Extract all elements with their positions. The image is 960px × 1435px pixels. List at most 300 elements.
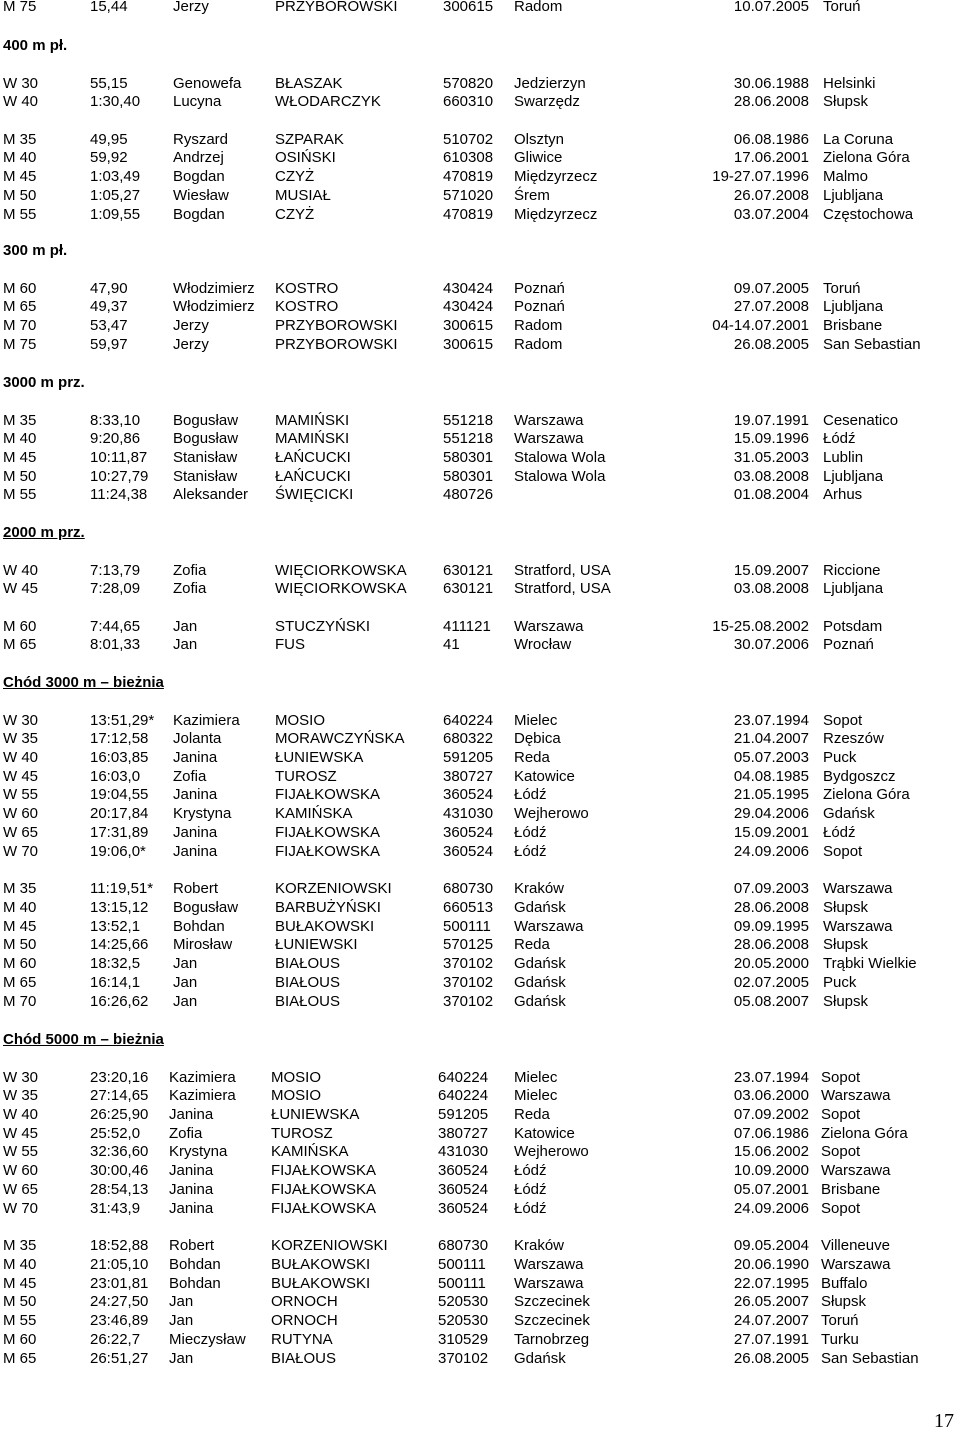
- result-cell: 15,44: [90, 0, 128, 15]
- last-name-cell: PRZYBOROWSKI: [275, 335, 398, 353]
- birth-date-cell: 660513: [443, 898, 494, 916]
- result-cell: 24:27,50: [90, 1293, 149, 1311]
- birth-date-cell: 680322: [443, 730, 494, 748]
- result-cell: 11:24,38: [90, 486, 148, 504]
- city-cell: Olsztyn: [514, 130, 565, 148]
- table-row: [0, 411, 960, 430]
- meet-date-cell: 23.07.1994: [733, 1068, 809, 1086]
- city-cell: Gdańsk: [514, 898, 566, 916]
- meet-date-cell: 22.07.1995: [733, 1274, 809, 1292]
- last-name-cell: ŁUNIEWSKA: [275, 749, 364, 766]
- birth-date-cell: 370102: [443, 955, 494, 973]
- category-cell: W 65: [3, 823, 39, 841]
- table-row: [0, 711, 960, 730]
- category-cell: M 45: [3, 168, 37, 186]
- city-cell: Katowice: [514, 1124, 575, 1142]
- birth-date-cell: 41: [443, 636, 460, 654]
- last-name-cell: OSIŃSKI: [275, 149, 336, 167]
- table-row: [0, 1236, 960, 1255]
- city-cell: Międzyrzecz: [514, 168, 598, 186]
- meet-venue-cell: Częstochowa: [823, 205, 914, 223]
- first-name-cell: Włodzimierz: [173, 279, 255, 297]
- result-cell: 18:32,5: [90, 955, 141, 973]
- city-cell: Gdańsk: [514, 992, 566, 1010]
- city-cell: Mielec: [514, 1087, 558, 1105]
- city-cell: Jedzierzyn: [514, 74, 586, 92]
- city-cell: Łódź: [514, 786, 547, 804]
- first-name-cell: Wiesław: [173, 186, 229, 204]
- result-cell: 49,37: [90, 298, 128, 316]
- result-cell: 8:01,33: [90, 636, 141, 654]
- first-name-cell: Jerzy: [173, 0, 209, 15]
- category-cell: W 45: [3, 580, 39, 598]
- result-cell: 16:03,85: [90, 749, 149, 766]
- table-row: [0, 429, 960, 448]
- meet-venue-cell: La Coruna: [823, 130, 894, 148]
- table-row: [0, 561, 960, 580]
- meet-date-cell: 02.07.2005: [733, 973, 809, 991]
- result-cell: 1:09,55: [90, 205, 141, 223]
- meet-venue-cell: Toruń: [823, 0, 861, 15]
- result-cell: 19:06,0*: [90, 842, 146, 860]
- first-name-cell: Kazimiera: [173, 711, 240, 729]
- last-name-cell: CZYŻ: [275, 168, 315, 186]
- city-cell: Szczecinek: [514, 1312, 590, 1330]
- birth-date-cell: 300615: [443, 335, 494, 353]
- city-cell: Mielec: [514, 711, 558, 729]
- table-row: [0, 279, 960, 298]
- meet-date-cell: 06.08.1986: [733, 130, 809, 148]
- city-cell: Łódź: [514, 1199, 547, 1217]
- meet-date-cell: 10.09.2000: [733, 1162, 809, 1180]
- first-name-cell: Jan: [173, 973, 198, 991]
- table-row: [0, 130, 960, 149]
- table-row: [0, 1142, 960, 1161]
- meet-venue-cell: Sopot: [821, 1068, 861, 1086]
- city-cell: Łódź: [514, 823, 547, 841]
- meet-venue-cell: Łódź: [823, 823, 856, 841]
- city-cell: Warszawa: [514, 1255, 584, 1273]
- meet-date-cell: 24.09.2006: [733, 842, 809, 860]
- last-name-cell: FIJAŁKOWSKA: [275, 842, 381, 860]
- meet-date-cell: 28.06.2008: [733, 93, 809, 111]
- birth-date-cell: 640224: [443, 711, 494, 729]
- table-row: [0, 297, 960, 316]
- category-cell: W 40: [3, 561, 39, 579]
- meet-venue-cell: Sopot: [823, 842, 863, 860]
- table-row: [0, 1292, 960, 1311]
- city-cell: Łódź: [514, 1162, 547, 1180]
- first-name-cell: Zofia: [173, 767, 207, 785]
- category-cell: W 65: [3, 1180, 39, 1198]
- first-name-cell: Krystyna: [169, 1143, 228, 1161]
- category-cell: W 55: [3, 1143, 39, 1161]
- result-cell: 17:12,58: [90, 730, 149, 748]
- result-cell: 30:00,46: [90, 1162, 149, 1180]
- meet-venue-cell: Trąbki Wielkie: [823, 955, 917, 973]
- category-cell: M 40: [3, 898, 37, 916]
- birth-date-cell: 520530: [438, 1312, 489, 1330]
- table-row: [0, 785, 960, 804]
- last-name-cell: MOSIO: [275, 711, 326, 729]
- category-cell: M 35: [3, 411, 37, 429]
- meet-venue-cell: Ljubljana: [823, 467, 884, 485]
- table-row: [0, 167, 960, 186]
- last-name-cell: PRZYBOROWSKI: [275, 0, 398, 15]
- category-cell: M 75: [3, 0, 37, 15]
- first-name-cell: Jan: [173, 617, 198, 635]
- city-cell: Stratford, USA: [514, 580, 611, 598]
- meet-venue-cell: Łódź: [823, 430, 856, 448]
- category-cell: M 55: [3, 205, 37, 223]
- meet-date-cell: 27.07.2008: [733, 298, 809, 316]
- birth-date-cell: 520530: [438, 1293, 489, 1311]
- result-cell: 14:25,66: [90, 936, 149, 954]
- table-row: [0, 767, 960, 786]
- first-name-cell: Bogdan: [173, 168, 225, 186]
- meet-venue-cell: Słupsk: [821, 1293, 867, 1311]
- first-name-cell: Krystyna: [173, 805, 232, 823]
- birth-date-cell: 360524: [438, 1180, 489, 1198]
- meet-venue-cell: Puck: [823, 973, 857, 991]
- meet-date-cell: 04-14.07.2001: [712, 317, 809, 334]
- meet-venue-cell: Malmo: [823, 168, 869, 186]
- last-name-cell: MUSIAŁ: [275, 186, 331, 204]
- city-cell: Reda: [514, 1106, 550, 1123]
- result-cell: 49,95: [90, 130, 128, 148]
- result-cell: 21:05,10: [90, 1255, 149, 1273]
- birth-date-cell: 431030: [438, 1143, 489, 1161]
- category-cell: M 55: [3, 486, 37, 504]
- category-cell: W 35: [3, 1087, 39, 1105]
- first-name-cell: Janina: [169, 1162, 214, 1180]
- last-name-cell: BIAŁOUS: [275, 992, 341, 1010]
- meet-venue-cell: Poznań: [823, 636, 874, 654]
- category-cell: W 70: [3, 1199, 39, 1217]
- first-name-cell: Janina: [169, 1106, 214, 1123]
- birth-date-cell: 571020: [443, 186, 494, 204]
- last-name-cell: BIAŁOUS: [271, 1349, 337, 1367]
- table-row: [0, 467, 960, 486]
- category-cell: W 45: [3, 767, 39, 785]
- result-cell: 32:36,60: [90, 1143, 149, 1161]
- meet-venue-cell: Warszawa: [821, 1087, 891, 1105]
- meet-venue-cell: Sopot: [821, 1143, 861, 1161]
- meet-date-cell: 03.08.2008: [733, 580, 809, 598]
- meet-date-cell: 15.06.2002: [733, 1143, 809, 1161]
- meet-venue-cell: Helsinki: [823, 74, 876, 92]
- city-cell: Wejherowo: [514, 1143, 589, 1161]
- result-cell: 23:01,81: [90, 1274, 149, 1292]
- last-name-cell: BŁASZAK: [275, 74, 343, 92]
- category-cell: W 35: [3, 730, 39, 748]
- meet-venue-cell: Turku: [821, 1330, 859, 1348]
- first-name-cell: Stanisław: [173, 467, 238, 485]
- table-row: [0, 1349, 960, 1368]
- meet-date-cell: 04.08.1985: [733, 767, 809, 785]
- city-cell: Mielec: [514, 1068, 558, 1086]
- city-cell: Wrocław: [514, 636, 572, 654]
- city-cell: Radom: [514, 0, 563, 15]
- first-name-cell: Jerzy: [173, 317, 209, 334]
- result-cell: 10:11,87: [90, 449, 148, 466]
- category-cell: M 45: [3, 1274, 37, 1292]
- last-name-cell: FIJAŁKOWSKA: [271, 1199, 377, 1217]
- city-cell: Tarnobrzeg: [514, 1330, 590, 1348]
- section-heading: Chód 5000 m – bieżnia: [3, 1031, 164, 1048]
- first-name-cell: Zofia: [173, 580, 207, 598]
- first-name-cell: Mirosław: [173, 936, 233, 954]
- meet-venue-cell: Rzeszów: [823, 730, 884, 748]
- last-name-cell: BARBUŻYŃSKI: [275, 898, 381, 916]
- meet-date-cell: 21.05.1995: [733, 786, 809, 804]
- meet-date-cell: 23.07.1994: [733, 711, 809, 729]
- category-cell: W 60: [3, 1162, 39, 1180]
- section-heading: 400 m pł.: [3, 37, 68, 54]
- last-name-cell: WŁODARCZYK: [275, 93, 381, 111]
- last-name-cell: BIAŁOUS: [275, 955, 341, 973]
- result-cell: 1:30,40: [90, 93, 141, 111]
- last-name-cell: ORNOCH: [271, 1312, 338, 1330]
- first-name-cell: Jan: [169, 1312, 194, 1330]
- meet-venue-cell: Gdańsk: [823, 805, 875, 823]
- last-name-cell: BUŁAKOWSKI: [271, 1274, 371, 1292]
- first-name-cell: Jan: [173, 992, 198, 1010]
- category-cell: M 60: [3, 1330, 37, 1348]
- last-name-cell: KOSTRO: [275, 279, 339, 297]
- section-heading: 3000 m prz.: [3, 374, 85, 391]
- table-row: [0, 579, 960, 598]
- city-cell: Łódź: [514, 842, 547, 860]
- city-cell: Stalowa Wola: [514, 467, 606, 485]
- last-name-cell: KAMIŃSKA: [275, 805, 353, 823]
- table-row: [0, 1068, 960, 1087]
- first-name-cell: Bohdan: [169, 1274, 221, 1292]
- city-cell: Radom: [514, 317, 563, 334]
- birth-date-cell: 580301: [443, 449, 494, 466]
- birth-date-cell: 380727: [443, 767, 494, 785]
- result-cell: 13:51,29*: [90, 711, 155, 729]
- meet-date-cell: 15.09.1996: [733, 430, 809, 448]
- category-cell: M 35: [3, 880, 37, 898]
- meet-date-cell: 15-25.08.2002: [712, 617, 809, 635]
- table-row: [0, 1330, 960, 1349]
- birth-date-cell: 660310: [443, 93, 494, 111]
- result-cell: 11:19,51*: [90, 880, 154, 898]
- category-cell: W 55: [3, 786, 39, 804]
- category-cell: M 55: [3, 1312, 37, 1330]
- meet-date-cell: 20.06.1990: [733, 1255, 809, 1273]
- table-row: [0, 729, 960, 748]
- category-cell: W 70: [3, 842, 39, 860]
- city-cell: Gdańsk: [514, 973, 566, 991]
- city-cell: Gdańsk: [514, 1349, 566, 1367]
- meet-date-cell: 26.07.2008: [733, 186, 809, 204]
- category-cell: M 60: [3, 955, 37, 973]
- table-row: [0, 1124, 960, 1143]
- meet-venue-cell: Warszawa: [821, 1255, 891, 1273]
- meet-venue-cell: Toruń: [823, 279, 861, 297]
- first-name-cell: Genowefa: [173, 74, 242, 92]
- first-name-cell: Andrzej: [173, 149, 224, 167]
- last-name-cell: MAMIŃSKI: [275, 430, 350, 448]
- meet-date-cell: 19.07.1991: [733, 411, 809, 429]
- meet-venue-cell: Słupsk: [823, 936, 869, 954]
- category-cell: M 40: [3, 1255, 37, 1273]
- first-name-cell: Jolanta: [173, 730, 222, 748]
- meet-date-cell: 27.07.1991: [733, 1330, 809, 1348]
- meet-date-cell: 07.06.1986: [733, 1124, 809, 1142]
- first-name-cell: Robert: [173, 880, 219, 898]
- meet-venue-cell: Słupsk: [823, 93, 869, 111]
- last-name-cell: ŁUNIEWSKI: [275, 936, 358, 954]
- birth-date-cell: 570820: [443, 74, 494, 92]
- birth-date-cell: 470819: [443, 168, 494, 186]
- first-name-cell: Bogusław: [173, 411, 239, 429]
- table-row: [0, 316, 960, 335]
- result-cell: 7:13,79: [90, 561, 141, 579]
- meet-date-cell: 30.07.2006: [733, 636, 809, 654]
- last-name-cell: FIJAŁKOWSKA: [275, 823, 381, 841]
- birth-date-cell: 470819: [443, 205, 494, 223]
- first-name-cell: Lucyna: [173, 93, 222, 111]
- birth-date-cell: 310529: [438, 1330, 489, 1348]
- meet-venue-cell: Buffalo: [821, 1274, 868, 1292]
- meet-date-cell: 30.06.1988: [733, 74, 809, 92]
- category-cell: M 50: [3, 1293, 37, 1311]
- result-cell: 13:52,1: [90, 917, 141, 935]
- result-cell: 8:33,10: [90, 411, 141, 429]
- last-name-cell: KOSTRO: [275, 298, 339, 316]
- city-cell: Swarzędz: [514, 93, 580, 111]
- meet-venue-cell: Riccione: [823, 561, 881, 579]
- category-cell: M 65: [3, 298, 37, 316]
- last-name-cell: FUS: [275, 636, 305, 654]
- meet-venue-cell: Ljubljana: [823, 298, 884, 316]
- table-row: [0, 1255, 960, 1274]
- meet-date-cell: 31.05.2003: [733, 449, 809, 466]
- category-cell: W 60: [3, 805, 39, 823]
- table-row: [0, 448, 960, 467]
- category-cell: M 40: [3, 430, 37, 448]
- result-cell: 26:51,27: [90, 1349, 149, 1367]
- birth-date-cell: 360524: [443, 786, 494, 804]
- meet-date-cell: 03.07.2004: [733, 205, 809, 223]
- last-name-cell: BUŁAKOWSKI: [271, 1255, 371, 1273]
- last-name-cell: MORAWCZYŃSKA: [275, 730, 405, 748]
- first-name-cell: Bohdan: [173, 917, 225, 935]
- last-name-cell: BIAŁOUS: [275, 973, 341, 991]
- last-name-cell: MAMIŃSKI: [275, 411, 350, 429]
- result-cell: 13:15,12: [90, 898, 149, 916]
- city-cell: Warszawa: [514, 917, 584, 935]
- birth-date-cell: 300615: [443, 0, 494, 15]
- category-cell: M 65: [3, 1349, 37, 1367]
- result-cell: 53,47: [90, 317, 128, 334]
- last-name-cell: FIJAŁKOWSKA: [275, 786, 381, 804]
- birth-date-cell: 580301: [443, 467, 494, 485]
- result-cell: 16:14,1: [90, 973, 141, 991]
- birth-date-cell: 480726: [443, 486, 494, 504]
- city-cell: Gdańsk: [514, 955, 566, 973]
- birth-date-cell: 551218: [443, 430, 494, 448]
- table-row: [0, 954, 960, 973]
- last-name-cell: TUROSZ: [275, 767, 337, 785]
- last-name-cell: KORZENIOWSKI: [271, 1237, 388, 1255]
- result-cell: 16:03,0: [90, 767, 141, 785]
- meet-venue-cell: Brisbane: [823, 317, 883, 334]
- first-name-cell: Włodzimierz: [173, 298, 255, 316]
- table-row: [0, 1199, 960, 1218]
- table-row: [0, 748, 960, 767]
- meet-date-cell: 10.07.2005: [733, 0, 809, 15]
- birth-date-cell: 430424: [443, 298, 494, 316]
- birth-date-cell: 300615: [443, 317, 494, 334]
- city-cell: Stalowa Wola: [514, 449, 606, 466]
- result-cell: 7:44,65: [90, 617, 141, 635]
- first-name-cell: Jan: [169, 1349, 194, 1367]
- birth-date-cell: 640224: [438, 1068, 489, 1086]
- category-cell: M 45: [3, 449, 37, 466]
- table-row: [0, 1274, 960, 1293]
- meet-venue-cell: Ljubljana: [823, 580, 884, 598]
- birth-date-cell: 431030: [443, 805, 494, 823]
- first-name-cell: Stanisław: [173, 449, 238, 466]
- table-row: [0, 898, 960, 917]
- meet-venue-cell: Arhus: [823, 486, 863, 504]
- category-cell: W 40: [3, 749, 39, 766]
- birth-date-cell: 510702: [443, 130, 494, 148]
- meet-venue-cell: Warszawa: [821, 1162, 891, 1180]
- last-name-cell: KAMIŃSKA: [271, 1143, 349, 1161]
- first-name-cell: Janina: [173, 749, 218, 766]
- city-cell: Poznań: [514, 298, 565, 316]
- meet-venue-cell: Sopot: [821, 1199, 861, 1217]
- category-cell: M 70: [3, 317, 37, 334]
- meet-date-cell: 09.05.2004: [733, 1237, 809, 1255]
- first-name-cell: Kazimiera: [169, 1068, 236, 1086]
- result-cell: 1:03,49: [90, 168, 141, 186]
- city-cell: Szczecinek: [514, 1293, 590, 1311]
- first-name-cell: Janina: [173, 823, 218, 841]
- city-cell: Katowice: [514, 767, 575, 785]
- meet-venue-cell: Potsdam: [823, 617, 883, 635]
- birth-date-cell: 360524: [443, 823, 494, 841]
- meet-date-cell: 28.06.2008: [733, 898, 809, 916]
- result-cell: 19:04,55: [90, 786, 149, 804]
- city-cell: Reda: [514, 936, 550, 954]
- meet-date-cell: 01.08.2004: [733, 486, 809, 504]
- meet-date-cell: 05.07.2003: [733, 749, 809, 766]
- first-name-cell: Bogdan: [173, 205, 225, 223]
- meet-venue-cell: Zielona Góra: [823, 786, 910, 804]
- table-row: [0, 1105, 960, 1124]
- meet-date-cell: 17.06.2001: [733, 149, 809, 167]
- city-cell: Warszawa: [514, 617, 584, 635]
- last-name-cell: KORZENIOWSKI: [275, 880, 392, 898]
- result-cell: 16:26,62: [90, 992, 149, 1010]
- result-cell: 23:46,89: [90, 1312, 149, 1330]
- last-name-cell: WIĘCIORKOWSKA: [275, 580, 407, 598]
- table-row: [0, 0, 960, 16]
- result-cell: 25:52,0: [90, 1124, 141, 1142]
- category-cell: M 75: [3, 335, 37, 353]
- meet-venue-cell: Ljubljana: [823, 186, 884, 204]
- birth-date-cell: 370102: [443, 992, 494, 1010]
- table-row: [0, 186, 960, 205]
- table-row: [0, 823, 960, 842]
- table-row: [0, 1161, 960, 1180]
